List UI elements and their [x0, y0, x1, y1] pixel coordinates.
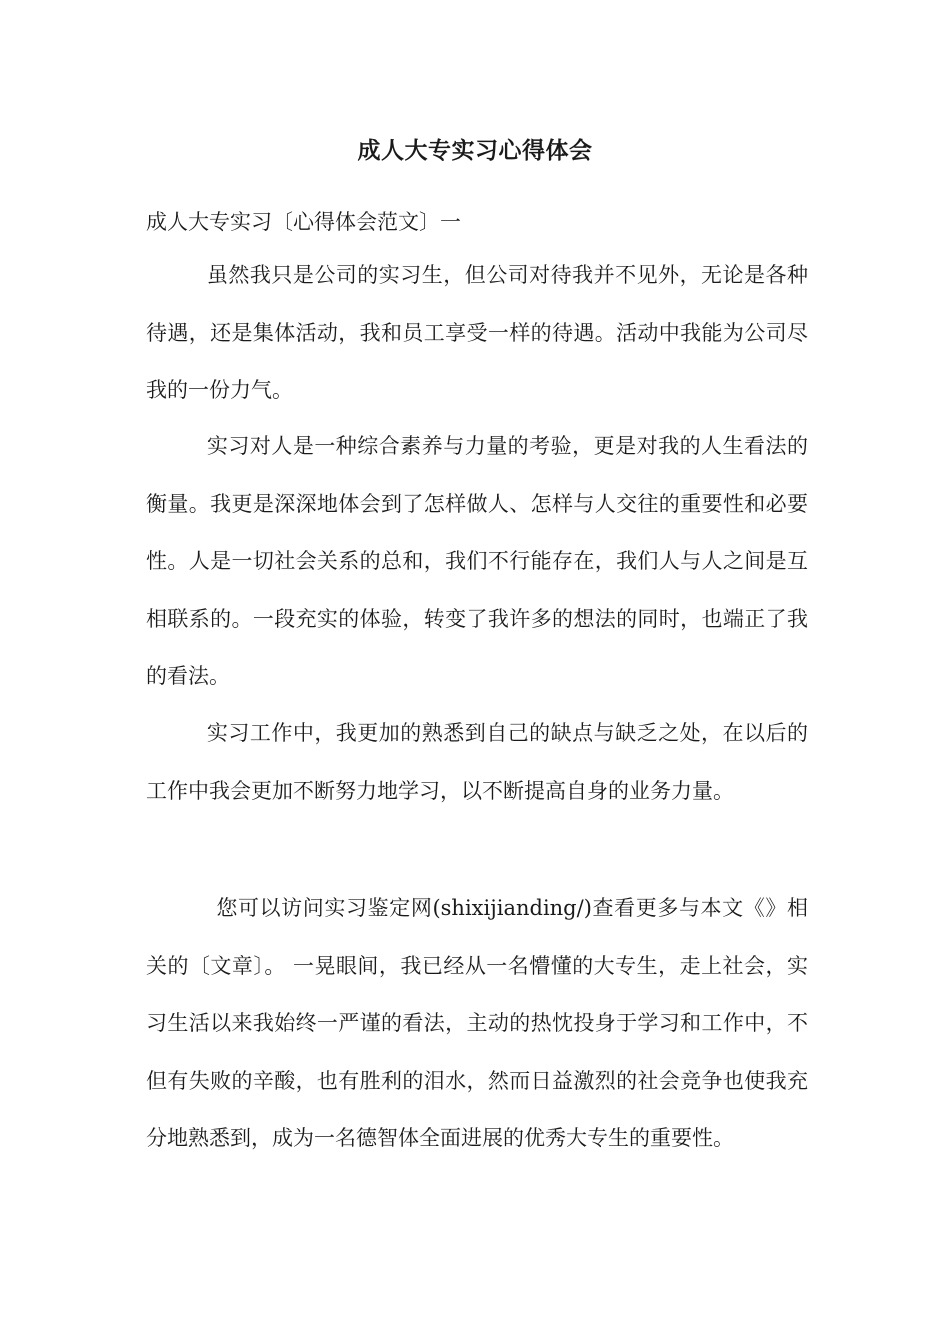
paragraph-3: 实习工作中，我更加的熟悉到自己的缺点与缺乏之处，在以后的工作中我会更加不断努力地学习，以不断提高自身的业务力量。 — [146, 721, 808, 803]
document-subtitle: 成人大专实习〔心得体会范文〕一 — [146, 210, 461, 234]
paragraph-4: 您可以访问实习鉴定网(shixijianding/)查看更多与本文《》相关的〔文章〕。 一晃眼间，我已经从一名懵懂的大专生，走上社会，实习生活以来我始终一严谨的看法，主动的热忱投身于学习和工作中，不但有失败的辛酸，也有胜利的泪水，然而日益激烈的社会竞争也使我充分地熟悉到，成为一名德智体全面进展的优秀大专生的重要性。 — [146, 896, 808, 1150]
document-title: 成人大专实习心得体会 — [357, 138, 593, 164]
paragraph-1: 虽然我只是公司的实习生，但公司对待我并不见外，无论是各种待遇，还是集体活动，我和员工享受一样的待遇。活动中我能为公司尽我的一份力气。 — [146, 263, 808, 402]
paragraph-2: 实习对人是一种综合素养与力量的考验，更是对我的人生看法的衡量。我更是深深地体会到了怎样做人、怎样与人交往的重要性和必要性。人是一切社会关系的总和，我们不行能存在，我们人与人之间是互相联系的。一段充实的体验，转变了我许多的想法的同时，也端正了我的看法。 — [146, 434, 808, 688]
